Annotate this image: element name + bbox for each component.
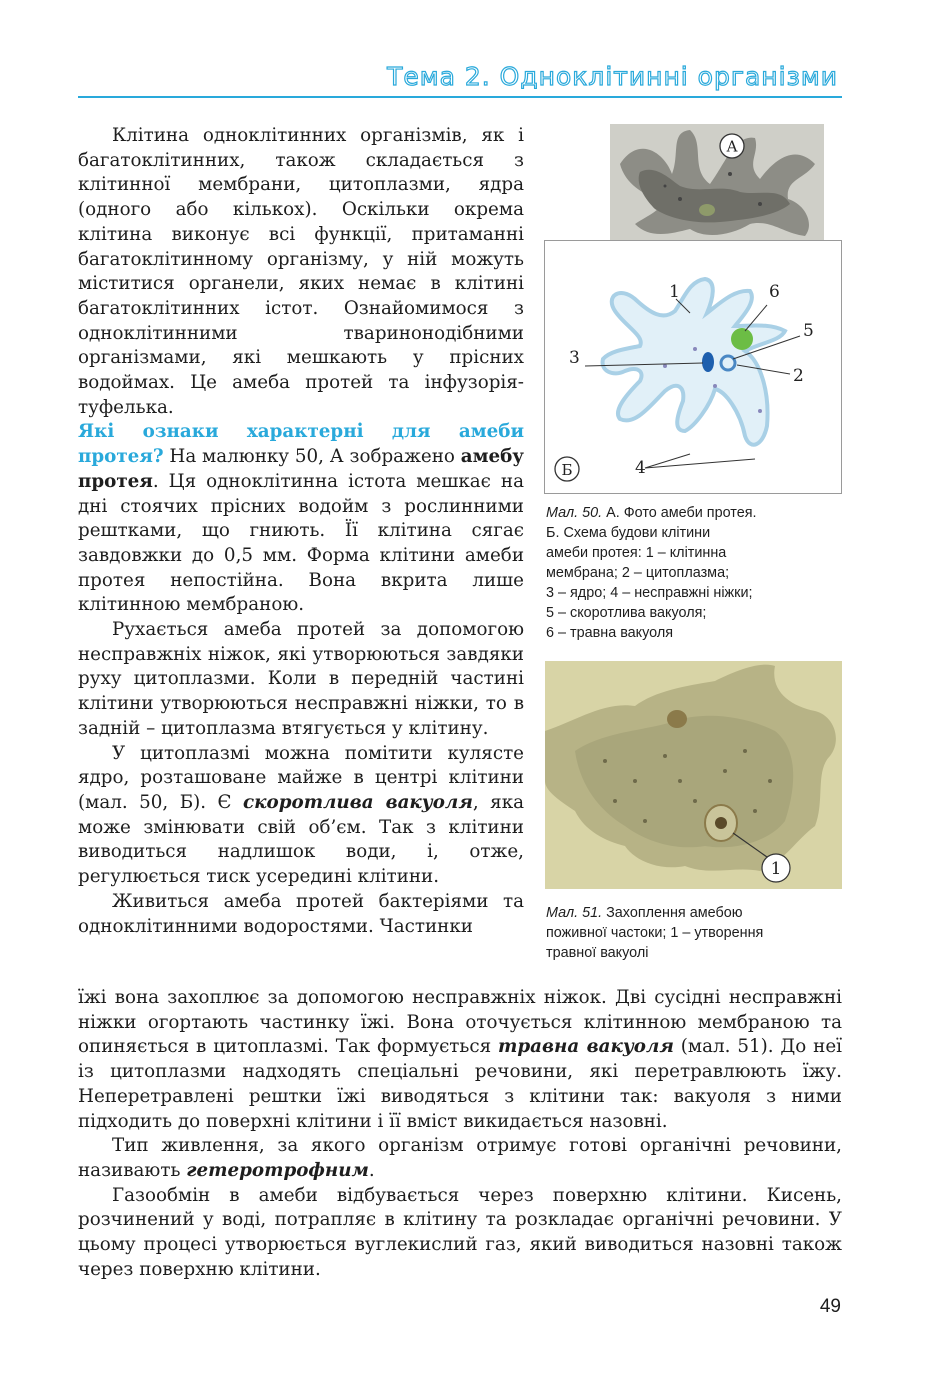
amoeba-schema [544, 240, 842, 494]
caption-line [546, 903, 842, 923]
schema-label-4: 4 [635, 458, 646, 478]
text-run: На малюнку 50, А зображено [163, 446, 461, 468]
caption-line: поживної частоки; 1 – утворення [546, 925, 764, 941]
figure51-caption [546, 903, 842, 963]
figure50-caption [546, 503, 842, 643]
page-header [78, 56, 842, 98]
caption-line: амеби протея: 1 – клітинна [546, 545, 727, 561]
schema-label-3: 3 [569, 348, 580, 368]
caption-line: мембрана; 2 – цитоплазма; [546, 565, 730, 581]
paragraph-feeding [78, 986, 842, 1134]
paragraph-feeding-start: Живиться амеба протей бактеріями та одноклітинними водоростями. Частинки [78, 890, 524, 937]
caption-text: А. Фото амеби протея. [606, 505, 757, 521]
label-b: Б [561, 461, 573, 479]
caption-text: Захоплення амебою [602, 905, 743, 921]
caption-line [546, 503, 842, 523]
text-run: Тип живлення, за якого організм отримує готові органічні речовини, називають [78, 1135, 842, 1181]
chapter-title: Тема 2. Одноклітинні організми [387, 62, 838, 91]
schema-label-6: 6 [769, 282, 780, 302]
text-run: їжі вона захоплює за допомогою несправжніх ніжок. Дві сусідні несправжні ніжки огортають частинку їжі. Вона оточується клітинною мембраною та опиняється в цитоплазмі. Так формується [78, 987, 842, 1058]
paragraph-gas-exchange: Газообмін в амеби відбувається через поверхню клітини. Кисень, розчинений у воді, потрапляє в клітину та розкладає органічні речовини. У цьому процесі утворюється вуглекислий газ, який виводиться назовні також через поверхню клітини. [78, 1184, 842, 1280]
paragraph-amoeba [78, 420, 524, 618]
schema-label-5: 5 [803, 321, 814, 341]
left-column [78, 124, 524, 939]
schema-label-1: 1 [669, 282, 680, 302]
text-run: . Ця одноклітинна істота мешкає на дні стоячих прісних водойм з рослинними рештками, що гниють. Її клітина сягає завдовжки до 0,5 мм. Форма клітини амеби протея непостійна. Вона вкрита лише клітинною мембраною. [78, 470, 524, 616]
food-capture-photo [545, 661, 842, 889]
label-a: А [726, 137, 738, 156]
label-a-circle [718, 132, 746, 160]
term-heterotrophic: гетеротрофним [186, 1159, 369, 1181]
term-amoeba: амебу протея [78, 446, 524, 492]
paragraph-nucleus [78, 742, 524, 890]
caption-line: Б. Схема будови клітини [546, 525, 711, 541]
caption-line: 5 – скоротлива вакуоля; [546, 605, 707, 621]
paragraph-intro: Клітина одноклітинних організмів, як і багатоклітинних, також складається з клітинної мембрани, цитоплазми, ядра (одного або кількох). Оскільки окрема клітина виконує всі функції, притаманні багатоклітинному організму, у ній можуть міститися органели, яких немає в клітині багатоклітинних істот. Ознайомимося з одноклітинними тваринонодібними організмами, які мешкають у прісних водоймах. Це амеба протей та інфузорія-туфелька. [78, 125, 524, 418]
amoeba-photo [610, 124, 824, 244]
paragraph-heterotrophic [78, 1134, 842, 1183]
text-run: (мал. 51). До неї із цитоплазми надходять спеціальні речовини, які перетравлюють їжу. Неперетравлені рештки їжі виводяться з клітини так: вакуоля з ними підходить до поверхні клітини і її вміст викидається назовні. [78, 1036, 842, 1132]
text-run: . [368, 1159, 375, 1181]
text-run: У цитоплазмі можна помітити кулясте ядро, розташоване майже в центрі клітини (мал. 50, Б). Є [78, 742, 524, 813]
caption-label: Мал. 51. [546, 905, 603, 921]
paragraph-movement: Рухається амеба протей за допомогою несправжніх ніжок, які утворюються завдяки руху цитоплазми. Коли в передній частині клітини утворюються несправжні ніжки, то в задній – цитоплазма втягується у клітину. [78, 619, 524, 739]
page-number: 49 [819, 1296, 841, 1317]
caption-line: травної вакуолі [546, 945, 649, 961]
full-width-text [78, 986, 842, 1282]
photo51-label-1: 1 [770, 859, 782, 879]
photo51-label-circle [760, 852, 792, 884]
question-heading: Які ознаки характерні для амеби протея? [78, 421, 524, 468]
text-run: , яка може змінювати свій об’єм. Так з клітини виводиться надлишок води, і, отже, регулюється тиск усередині клітини. [78, 791, 525, 888]
caption-line: 3 – ядро; 4 – несправжні ніжки; [546, 585, 753, 601]
caption-line: 6 – травна вакуоля [546, 625, 674, 641]
schema-label-2: 2 [793, 366, 804, 386]
caption-label: Мал. 50. [546, 505, 603, 521]
term-digestive-vacuole: травна вакуоля [498, 1036, 674, 1058]
term-contractile-vacuole: скоротлива вакуоля [243, 791, 473, 813]
